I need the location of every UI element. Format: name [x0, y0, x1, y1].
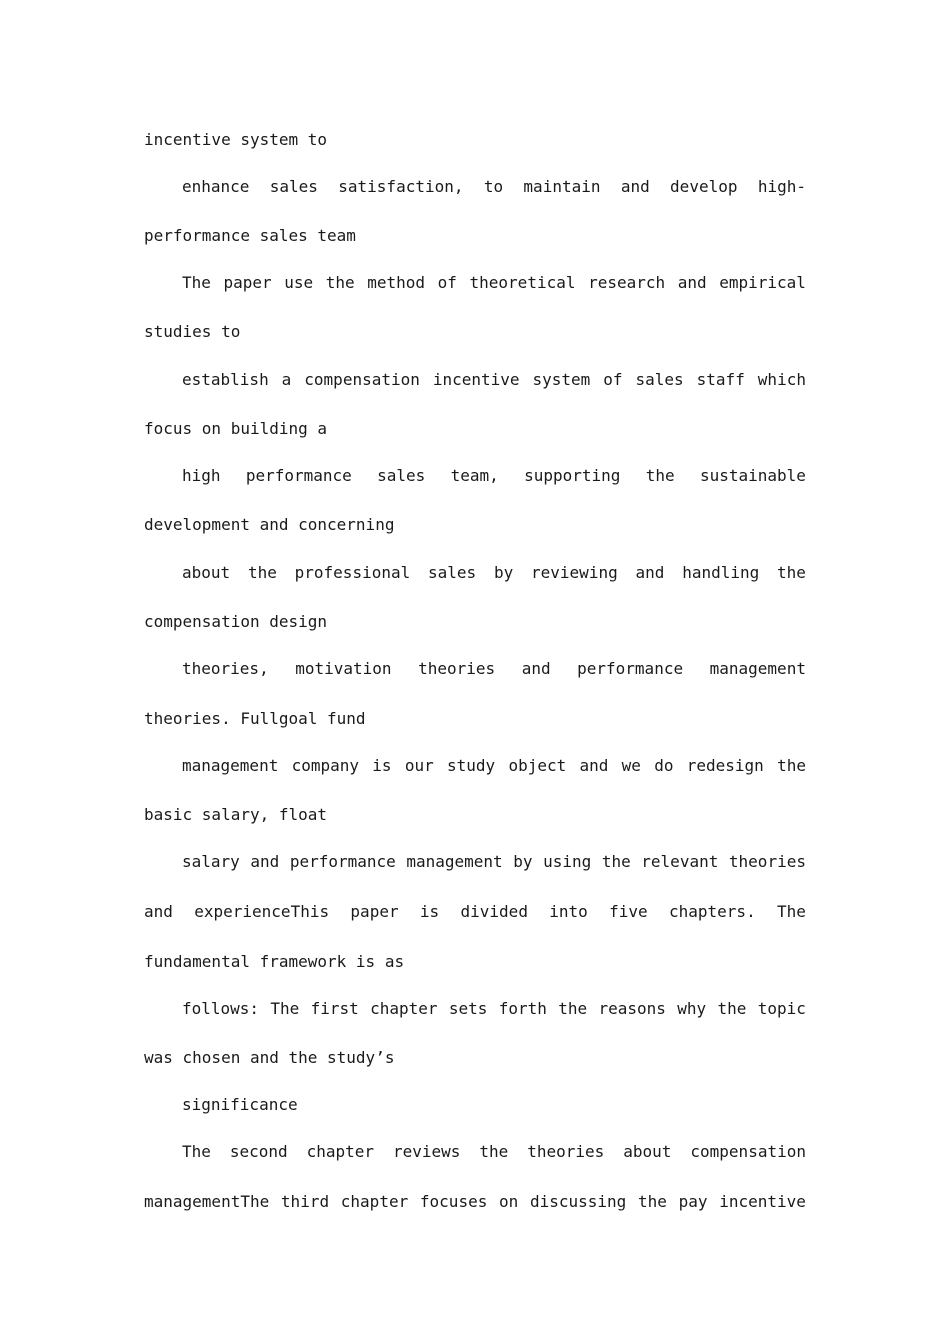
word: second [229, 1142, 288, 1161]
word: theories [527, 1142, 605, 1161]
word: divided [460, 902, 528, 921]
word: compensation [690, 1142, 806, 1161]
word: the [479, 1142, 509, 1161]
word: using [543, 852, 592, 871]
word: incentive [432, 370, 520, 389]
word: professional [294, 563, 411, 582]
text-line-10 [182, 563, 806, 583]
word: reasons [598, 999, 666, 1018]
word: of [603, 370, 623, 389]
word: is [372, 756, 392, 775]
word: and [620, 177, 650, 196]
word: theories, [182, 659, 269, 678]
word: empirical [719, 273, 806, 292]
word: third [280, 1192, 330, 1211]
word: redesign [686, 756, 764, 775]
word: maintain [523, 177, 601, 196]
word: the [638, 1192, 667, 1211]
word: the [777, 756, 806, 775]
word: pay [678, 1192, 708, 1211]
word: The [182, 1142, 211, 1161]
text-line-23 [144, 1192, 806, 1212]
word: chapters. [669, 902, 756, 921]
word: research [588, 273, 666, 292]
word: the [558, 999, 588, 1018]
word: the [601, 852, 631, 871]
text-line-18: fundamental framework is as [144, 952, 405, 971]
word: discussing [529, 1192, 627, 1211]
word: and [635, 563, 665, 582]
word: chapter [306, 1142, 375, 1161]
text-line-1: incentive system to [144, 130, 328, 149]
text-line-20: was chosen and the study’s [144, 1048, 395, 1067]
text-line-9: development and concerning [144, 515, 395, 534]
word: forth [498, 999, 547, 1018]
word: by [513, 852, 533, 871]
word: performance [289, 852, 396, 871]
text-line-19 [182, 999, 806, 1019]
word: sales [635, 370, 684, 389]
word: team, [450, 466, 499, 485]
word: a [281, 370, 292, 389]
word: high [182, 466, 221, 485]
word: study [447, 756, 496, 775]
word: into [549, 902, 588, 921]
word: company [291, 756, 360, 775]
text-line-17 [144, 902, 806, 922]
word: and [677, 273, 707, 292]
word: follows: [182, 999, 260, 1018]
word: chapter [340, 1192, 409, 1211]
word: The [270, 999, 300, 1018]
word: sets [448, 999, 488, 1018]
word: first [310, 999, 359, 1018]
word: management [406, 852, 503, 871]
word: satisfaction, [338, 177, 464, 196]
text-line-4 [182, 273, 806, 293]
text-line-2 [182, 177, 806, 197]
word: paper [350, 902, 399, 921]
text-line-5: studies to [144, 322, 241, 341]
word: theories [728, 852, 806, 871]
word: motivation [295, 659, 392, 678]
word: why [677, 999, 707, 1018]
text-line-12 [182, 659, 806, 679]
word: management [709, 659, 806, 678]
text-line-21: significance [182, 1095, 298, 1114]
word: reviewing [531, 563, 618, 582]
text-line-15: basic salary, float [144, 805, 328, 824]
word: The [777, 902, 806, 921]
word: and [250, 852, 280, 871]
text-line-14 [182, 756, 806, 776]
word: is [419, 902, 440, 921]
word: paper [223, 273, 272, 292]
word: the [247, 563, 277, 582]
text-line-8 [182, 466, 806, 486]
word: reviews [393, 1142, 461, 1161]
word: the [645, 466, 675, 485]
word: which [757, 370, 806, 389]
text-line-3: performance sales team [144, 226, 356, 245]
word: sales [377, 466, 426, 485]
word: the [777, 563, 806, 582]
word: method [367, 273, 426, 292]
word: management [182, 756, 279, 775]
word: and [521, 659, 551, 678]
word: sales [269, 177, 318, 196]
word: handling [682, 563, 760, 582]
word: and [579, 756, 609, 775]
word: experienceThis [194, 902, 330, 921]
word: the [717, 999, 747, 1018]
word: we [621, 756, 641, 775]
word: The [182, 273, 211, 292]
word: incentive [719, 1192, 806, 1211]
word: managementThe [144, 1192, 270, 1211]
word: the [325, 273, 355, 292]
word: enhance [182, 177, 250, 196]
word: to [483, 177, 504, 196]
word: performance [577, 659, 684, 678]
text-line-13: theories. Fullgoal fund [144, 709, 366, 728]
word: about [182, 563, 231, 582]
word: use [284, 273, 314, 292]
word: chapter [370, 999, 438, 1018]
word: and [144, 902, 173, 921]
word: theoretical [469, 273, 576, 292]
word: relevant [641, 852, 719, 871]
word: develop [670, 177, 738, 196]
word: staff [696, 370, 745, 389]
text-line-7: focus on building a [144, 419, 328, 438]
text-line-11: compensation design [144, 612, 328, 631]
word: of [437, 273, 457, 292]
word: about [623, 1142, 672, 1161]
text-line-22 [182, 1142, 806, 1162]
word: supporting [524, 466, 621, 485]
word: on [499, 1192, 519, 1211]
word: sustainable [699, 466, 806, 485]
word: theories [418, 659, 496, 678]
word: our [404, 756, 434, 775]
word: performance [245, 466, 352, 485]
word: system [532, 370, 591, 389]
word: topic [757, 999, 806, 1018]
word: object [508, 756, 567, 775]
text-line-16 [182, 852, 806, 872]
word: by [493, 563, 514, 582]
word: compensation [304, 370, 420, 389]
word: salary [182, 852, 240, 871]
text-line-6 [182, 370, 806, 390]
word: establish [182, 370, 269, 389]
word: high- [757, 177, 806, 196]
word: five [609, 902, 648, 921]
word: sales [428, 563, 477, 582]
word: do [654, 756, 674, 775]
word: focuses [419, 1192, 488, 1211]
